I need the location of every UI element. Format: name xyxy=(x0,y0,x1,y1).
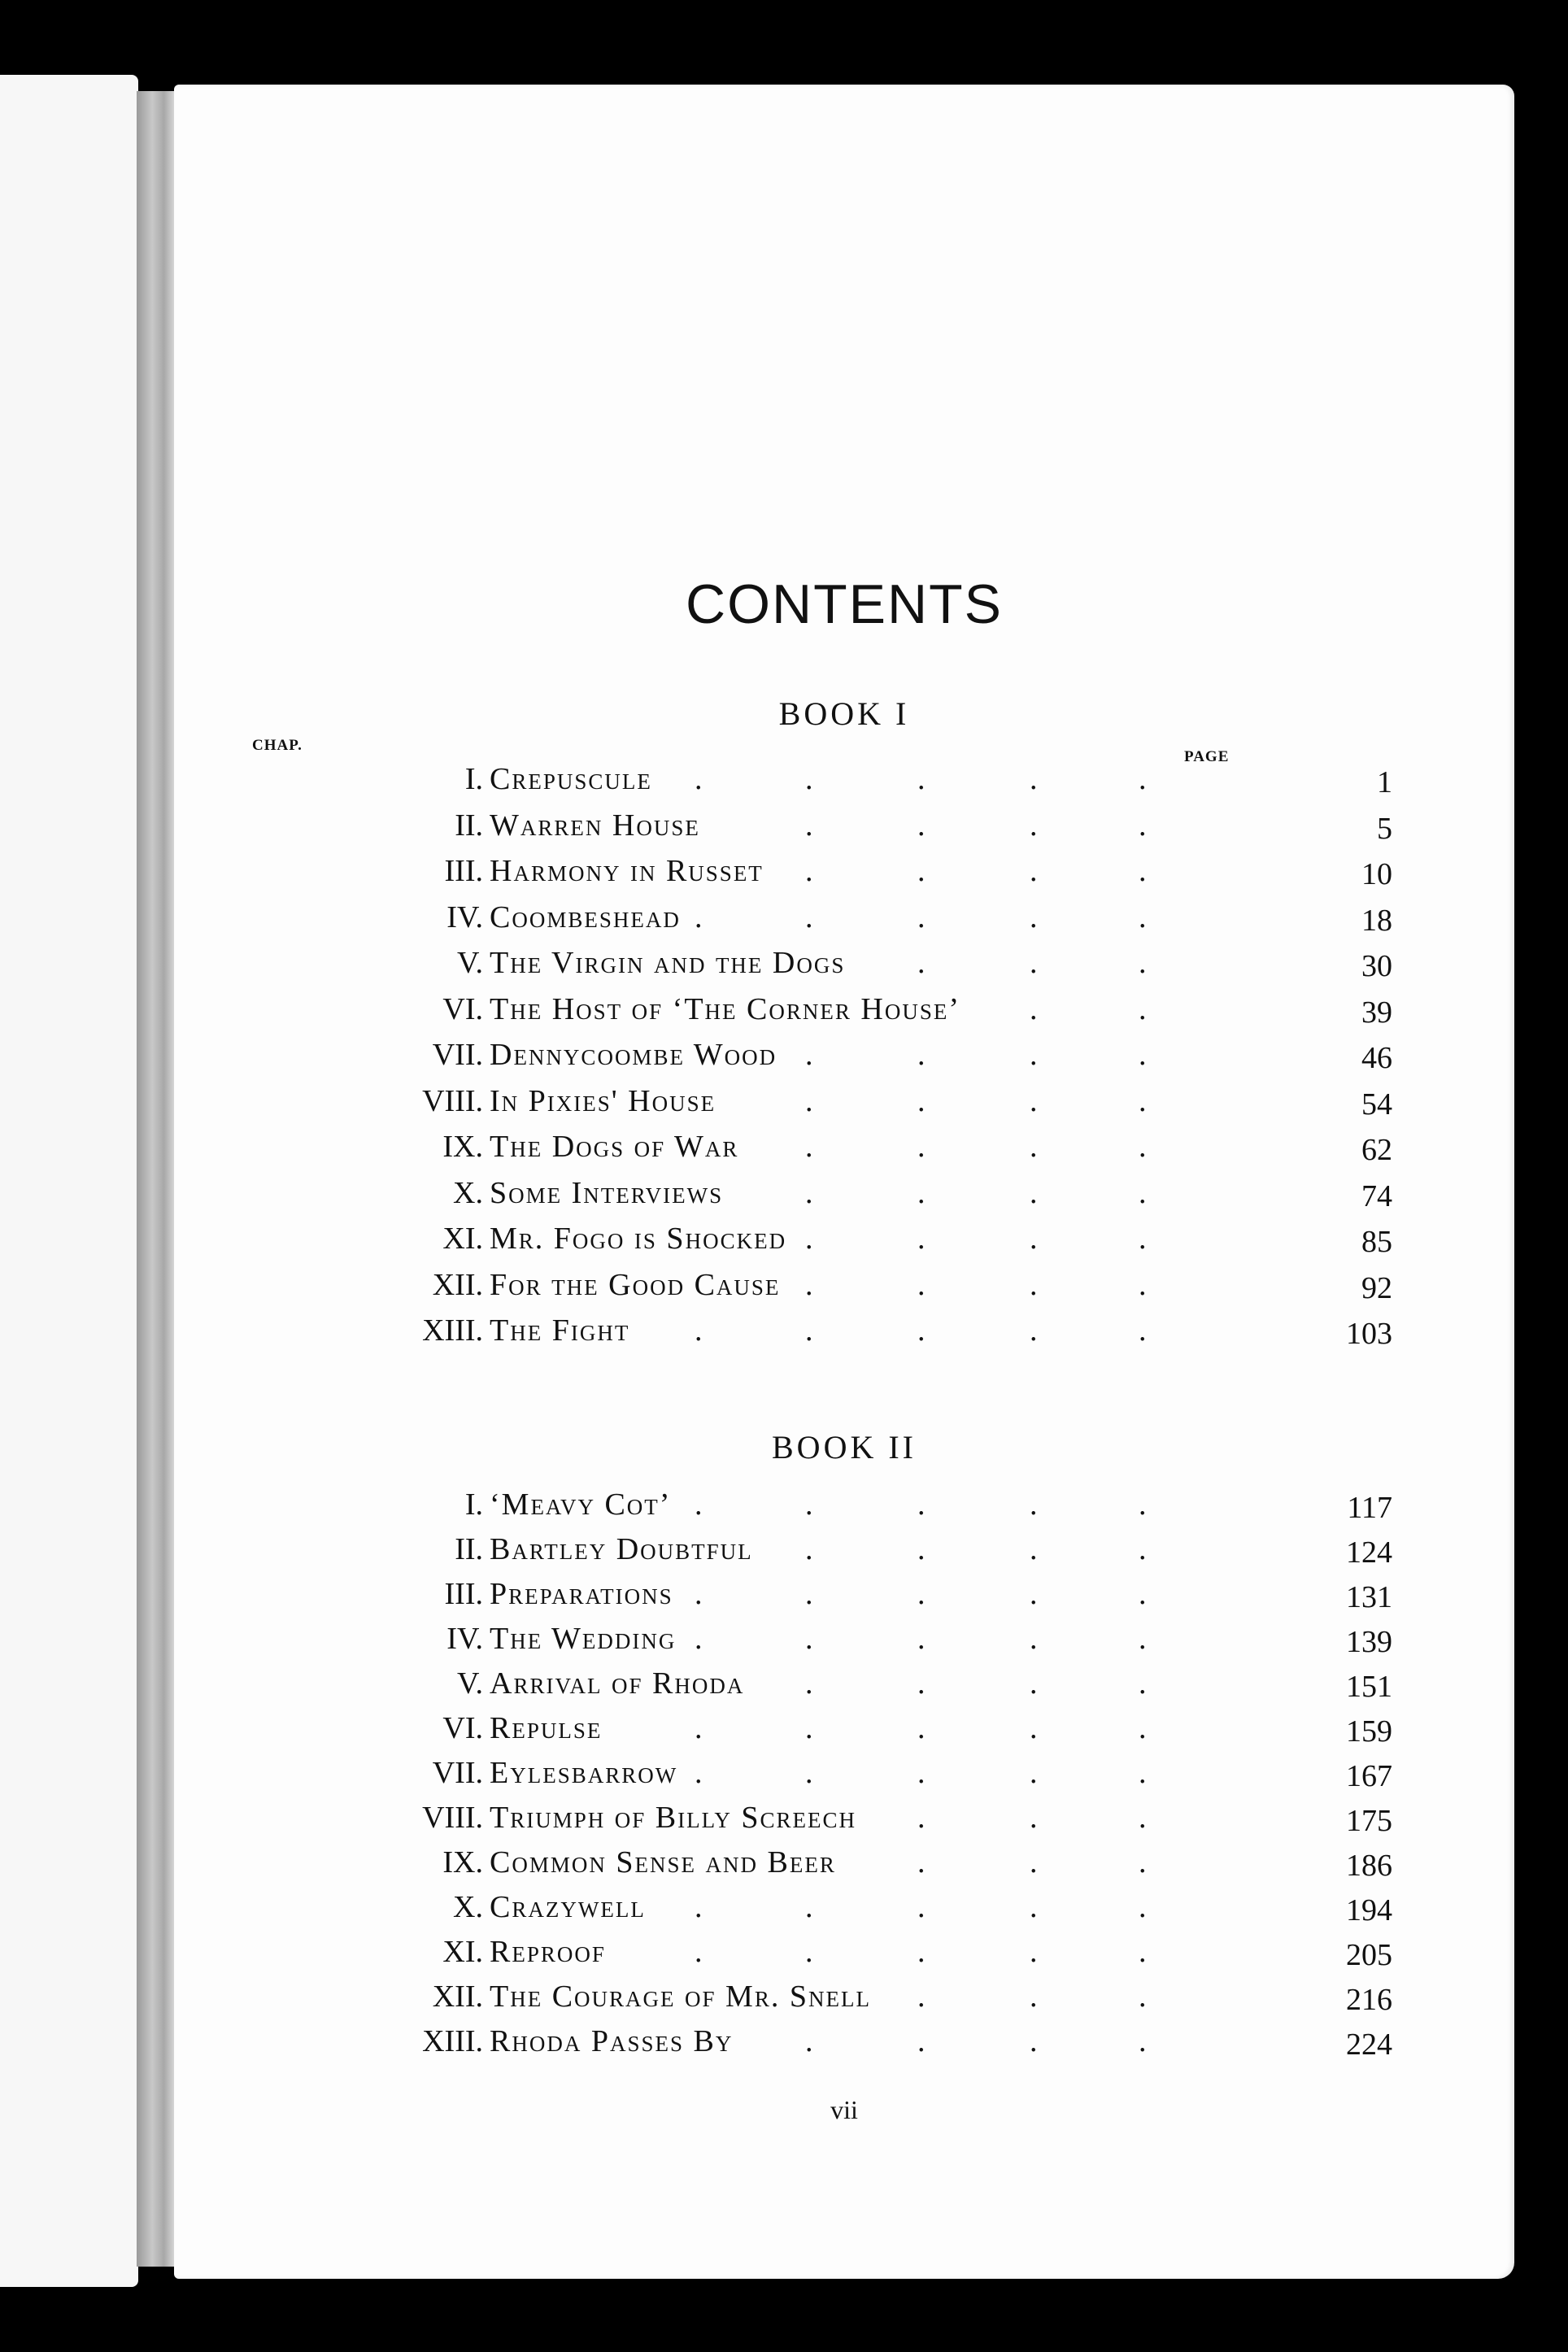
dot-leader: . xyxy=(1030,1038,1038,1072)
chapter-page-number: 30 xyxy=(1361,949,1392,983)
dot-leader: . xyxy=(917,899,926,934)
chapter-page-number: 167 xyxy=(1346,1759,1392,1793)
chapter-title: The Host of ‘The Corner House’ xyxy=(490,991,960,1026)
dot-leader: . xyxy=(695,1890,703,1924)
dot-leader: . xyxy=(1030,808,1038,843)
toc-entry xyxy=(174,1267,1514,1313)
toc-entry xyxy=(174,1979,1514,2024)
dot-leader: . xyxy=(1030,2024,1038,2058)
chapter-number: IX. xyxy=(442,1130,483,1164)
dot-leader: . xyxy=(1030,1487,1038,1522)
dot-leader: . xyxy=(1139,1711,1147,1745)
chapter-number: IV. xyxy=(446,1622,483,1656)
chapter-page-number: 18 xyxy=(1361,903,1392,938)
dot-leader: . xyxy=(917,808,926,843)
chapter-page-number: 117 xyxy=(1347,1491,1392,1525)
dot-leader: . xyxy=(805,1532,813,1566)
book-page xyxy=(174,85,1514,2279)
chapter-page-number: 175 xyxy=(1346,1804,1392,1838)
chapter-number: IX. xyxy=(442,1845,483,1879)
dot-leader: . xyxy=(1139,1175,1147,1210)
chapter-title: ‘Meavy Cot’ xyxy=(490,1487,672,1522)
dot-leader: . xyxy=(1139,808,1147,843)
chapter-page-number: 46 xyxy=(1361,1041,1392,1075)
dot-leader: . xyxy=(1139,1980,1147,2014)
chapter-number: XI. xyxy=(442,1222,483,1256)
chapter-page-number: 205 xyxy=(1346,1938,1392,1972)
chapter-number: VI. xyxy=(442,1711,483,1745)
dot-leader: . xyxy=(1030,1222,1038,1256)
chapter-number: I. xyxy=(464,1487,483,1522)
dot-leader: . xyxy=(917,1487,926,1522)
dot-leader: . xyxy=(695,1756,703,1790)
chapter-number: VI. xyxy=(442,991,483,1026)
dot-leader: . xyxy=(917,946,926,980)
dot-leader: . xyxy=(1030,991,1038,1026)
dot-leader: . xyxy=(1030,1313,1038,1348)
dot-leader: . xyxy=(805,1666,813,1701)
dot-leader: . xyxy=(805,1130,813,1164)
dot-leader: . xyxy=(1139,1083,1147,1118)
chapter-number: II. xyxy=(455,808,483,843)
toc-entry xyxy=(174,1175,1514,1221)
chapter-title: The Fight xyxy=(490,1313,630,1348)
dot-leader: . xyxy=(917,2024,926,2058)
dot-leader: . xyxy=(805,762,813,796)
chapter-number: VIII. xyxy=(422,1801,483,1835)
toc-entry xyxy=(174,991,1514,1037)
chapter-page-number: 92 xyxy=(1361,1270,1392,1305)
chapter-number: VII. xyxy=(432,1038,483,1072)
dot-leader: . xyxy=(805,1222,813,1256)
chapter-page-number: 54 xyxy=(1361,1087,1392,1122)
chapter-title: Dennycoombe Wood xyxy=(490,1038,777,1072)
chapter-page-number: 186 xyxy=(1346,1849,1392,1883)
page-number: vii xyxy=(830,2095,858,2124)
dot-leader: . xyxy=(1030,1890,1038,1924)
toc-entry xyxy=(174,1621,1514,1666)
chapter-page-number: 85 xyxy=(1361,1225,1392,1259)
chapter-title: In Pixies' House xyxy=(490,1083,716,1118)
dot-leader: . xyxy=(1139,1845,1147,1879)
dot-leader: . xyxy=(917,1175,926,1210)
dot-leader: . xyxy=(1030,854,1038,888)
dot-leader: . xyxy=(917,1622,926,1656)
toc-entry xyxy=(174,1755,1514,1801)
dot-leader: . xyxy=(1139,1666,1147,1701)
dot-leader: . xyxy=(695,899,703,934)
chapter-page-number: 124 xyxy=(1346,1535,1392,1570)
chapter-title: Arrival of Rhoda xyxy=(490,1666,745,1701)
dot-leader: . xyxy=(1139,1038,1147,1072)
dot-leader: . xyxy=(1030,1622,1038,1656)
chapter-page-number: 159 xyxy=(1346,1714,1392,1749)
dot-leader: . xyxy=(695,1711,703,1745)
dot-leader: . xyxy=(805,1890,813,1924)
chapter-title: The Courage of Mr. Snell xyxy=(490,1980,871,2014)
dot-leader: . xyxy=(695,1577,703,1611)
toc-entry xyxy=(174,899,1514,945)
dot-leader: . xyxy=(1139,1487,1147,1522)
chapter-page-number: 194 xyxy=(1346,1893,1392,1927)
toc-entry xyxy=(174,2023,1514,2069)
toc-entry xyxy=(174,1845,1514,1890)
chapter-page-number: 224 xyxy=(1346,2028,1392,2062)
dot-leader: . xyxy=(1030,1801,1038,1835)
dot-leader: . xyxy=(1139,1222,1147,1256)
dot-leader: . xyxy=(1030,1577,1038,1611)
dot-leader: . xyxy=(695,1622,703,1656)
chapter-number: III. xyxy=(444,1577,483,1611)
dot-leader: . xyxy=(917,1801,926,1835)
dot-leader: . xyxy=(1030,899,1038,934)
dot-leader: . xyxy=(917,1890,926,1924)
chapter-title: Repulse xyxy=(490,1711,603,1745)
dot-leader: . xyxy=(1030,946,1038,980)
dot-leader: . xyxy=(917,1267,926,1302)
dot-leader: . xyxy=(917,1130,926,1164)
toc-entry xyxy=(174,1129,1514,1174)
dot-leader: . xyxy=(695,1487,703,1522)
chapter-title: Crepuscule xyxy=(490,762,652,796)
dot-leader: . xyxy=(805,1487,813,1522)
dot-leader: . xyxy=(805,1267,813,1302)
toc-entry xyxy=(174,853,1514,899)
dot-leader: . xyxy=(1030,1935,1038,1969)
chapter-number: XIII. xyxy=(422,1313,483,1348)
chapter-page-number: 216 xyxy=(1346,1983,1392,2017)
chapter-number: V. xyxy=(456,946,483,980)
dot-leader: . xyxy=(917,762,926,796)
toc-entry xyxy=(174,1083,1514,1129)
chapter-title: Common Sense and Beer xyxy=(490,1845,836,1879)
chapter-number: X. xyxy=(453,1890,483,1924)
dot-leader: . xyxy=(917,1222,926,1256)
dot-leader: . xyxy=(805,808,813,843)
book-heading-2: BOOK II xyxy=(772,1429,917,1466)
chapter-title: Warren House xyxy=(490,808,700,843)
toc-entry xyxy=(174,1710,1514,1756)
chapter-title: Coombeshead xyxy=(490,899,681,934)
chapter-title: The Virgin and the Dogs xyxy=(490,946,846,980)
dot-leader: . xyxy=(805,1313,813,1348)
dot-leader: . xyxy=(1030,762,1038,796)
chapter-number: IV. xyxy=(446,899,483,934)
chapter-page-number: 10 xyxy=(1361,857,1392,891)
toc-entry xyxy=(174,808,1514,853)
chapter-page-number: 103 xyxy=(1346,1317,1392,1351)
dot-leader: . xyxy=(805,2024,813,2058)
chapter-page-number: 139 xyxy=(1346,1625,1392,1659)
dot-leader: . xyxy=(805,1083,813,1118)
dot-leader: . xyxy=(1139,854,1147,888)
dot-leader: . xyxy=(1139,991,1147,1026)
page-title: CONTENTS xyxy=(686,573,1003,635)
dot-leader: . xyxy=(1139,1532,1147,1566)
dot-leader: . xyxy=(917,1666,926,1701)
facing-page-edge xyxy=(0,75,138,2287)
chapter-number: XII. xyxy=(432,1267,483,1302)
chapter-title: Eylesbarrow xyxy=(490,1756,678,1790)
dot-leader: . xyxy=(1030,1756,1038,1790)
dot-leader: . xyxy=(805,1935,813,1969)
chapter-number: V. xyxy=(456,1666,483,1701)
dot-leader: . xyxy=(805,1711,813,1745)
dot-leader: . xyxy=(1139,2024,1147,2058)
dot-leader: . xyxy=(805,1622,813,1656)
chapter-page-number: 39 xyxy=(1361,995,1392,1030)
toc-entry xyxy=(174,945,1514,991)
dot-leader: . xyxy=(917,1313,926,1348)
dot-leader: . xyxy=(1030,1980,1038,2014)
dot-leader: . xyxy=(805,1756,813,1790)
dot-leader: . xyxy=(805,854,813,888)
dot-leader: . xyxy=(1139,1267,1147,1302)
toc-entry xyxy=(174,1934,1514,1980)
dot-leader: . xyxy=(1030,1267,1038,1302)
dot-leader: . xyxy=(1139,1935,1147,1969)
dot-leader: . xyxy=(1030,1666,1038,1701)
chapter-number: XI. xyxy=(442,1935,483,1969)
dot-leader: . xyxy=(917,1935,926,1969)
dot-leader: . xyxy=(917,1577,926,1611)
dot-leader: . xyxy=(917,1845,926,1879)
dot-leader: . xyxy=(805,899,813,934)
dot-leader: . xyxy=(1139,1622,1147,1656)
dot-leader: . xyxy=(1030,1711,1038,1745)
dot-leader: . xyxy=(1030,1130,1038,1164)
chapter-title: Bartley Doubtful xyxy=(490,1532,753,1566)
toc-entry xyxy=(174,1666,1514,1711)
dot-leader: . xyxy=(1030,1845,1038,1879)
chapter-title: Harmony in Russet xyxy=(490,854,764,888)
chapter-title: Crazywell xyxy=(490,1890,646,1924)
chapter-title: The Dogs of War xyxy=(490,1130,739,1164)
chapter-number: X. xyxy=(453,1175,483,1210)
toc-entry xyxy=(174,761,1514,807)
chapter-number: I. xyxy=(464,762,483,796)
dot-leader: . xyxy=(917,1038,926,1072)
toc-entry xyxy=(174,1800,1514,1845)
book-heading-1: BOOK I xyxy=(778,695,910,732)
dot-leader: . xyxy=(805,1038,813,1072)
dot-leader: . xyxy=(1139,1130,1147,1164)
dot-leader: . xyxy=(1139,1313,1147,1348)
dot-leader: . xyxy=(1139,1890,1147,1924)
dot-leader: . xyxy=(1030,1175,1038,1210)
dot-leader: . xyxy=(1139,762,1147,796)
chapter-page-number: 62 xyxy=(1361,1133,1392,1167)
dot-leader: . xyxy=(1139,1577,1147,1611)
chapter-title: Triumph of Billy Screech xyxy=(490,1801,857,1835)
book-gutter xyxy=(137,91,176,2267)
chapter-title: Some Interviews xyxy=(490,1175,724,1210)
chapter-title: Mr. Fogo is Shocked xyxy=(490,1222,787,1256)
dot-leader: . xyxy=(917,854,926,888)
toc-entry xyxy=(174,1889,1514,1935)
chapter-page-number: 5 xyxy=(1377,811,1392,846)
toc-entry xyxy=(174,1313,1514,1358)
chapter-number: XII. xyxy=(432,1980,483,2014)
dot-leader: . xyxy=(1139,946,1147,980)
dot-leader: . xyxy=(917,1980,926,2014)
dot-leader: . xyxy=(1139,1756,1147,1790)
toc-entry xyxy=(174,1037,1514,1082)
chapter-page-number: 74 xyxy=(1361,1178,1392,1213)
toc-entry xyxy=(174,1487,1514,1532)
dot-leader: . xyxy=(805,1175,813,1210)
chapter-number: XIII. xyxy=(422,2024,483,2058)
toc-entry xyxy=(174,1221,1514,1266)
chapter-number: VII. xyxy=(432,1756,483,1790)
dot-leader: . xyxy=(917,1711,926,1745)
dot-leader: . xyxy=(917,1083,926,1118)
chapter-page-number: 131 xyxy=(1346,1580,1392,1614)
dot-leader: . xyxy=(695,1313,703,1348)
chapter-title: For the Good Cause xyxy=(490,1267,781,1302)
dot-leader: . xyxy=(805,1577,813,1611)
chapter-title: Reproof xyxy=(490,1935,606,1969)
chapter-number: VIII. xyxy=(422,1083,483,1118)
chapter-title: Preparations xyxy=(490,1577,673,1611)
toc-entry xyxy=(174,1576,1514,1622)
toc-entry xyxy=(174,1531,1514,1577)
dot-leader: . xyxy=(917,1756,926,1790)
page-column-label: PAGE xyxy=(1184,748,1230,765)
dot-leader: . xyxy=(695,1935,703,1969)
chapter-title: Rhoda Passes By xyxy=(490,2024,734,2058)
chapter-page-number: 1 xyxy=(1377,765,1392,799)
dot-leader: . xyxy=(1139,899,1147,934)
chapter-number: II. xyxy=(455,1532,483,1566)
chapter-page-number: 151 xyxy=(1346,1670,1392,1704)
chapter-column-label: CHAP. xyxy=(252,737,303,754)
dot-leader: . xyxy=(1030,1083,1038,1118)
chapter-number: III. xyxy=(444,854,483,888)
dot-leader: . xyxy=(1030,1532,1038,1566)
dot-leader: . xyxy=(917,1532,926,1566)
chapter-title: The Wedding xyxy=(490,1622,677,1656)
dot-leader: . xyxy=(1139,1801,1147,1835)
dot-leader: . xyxy=(695,762,703,796)
